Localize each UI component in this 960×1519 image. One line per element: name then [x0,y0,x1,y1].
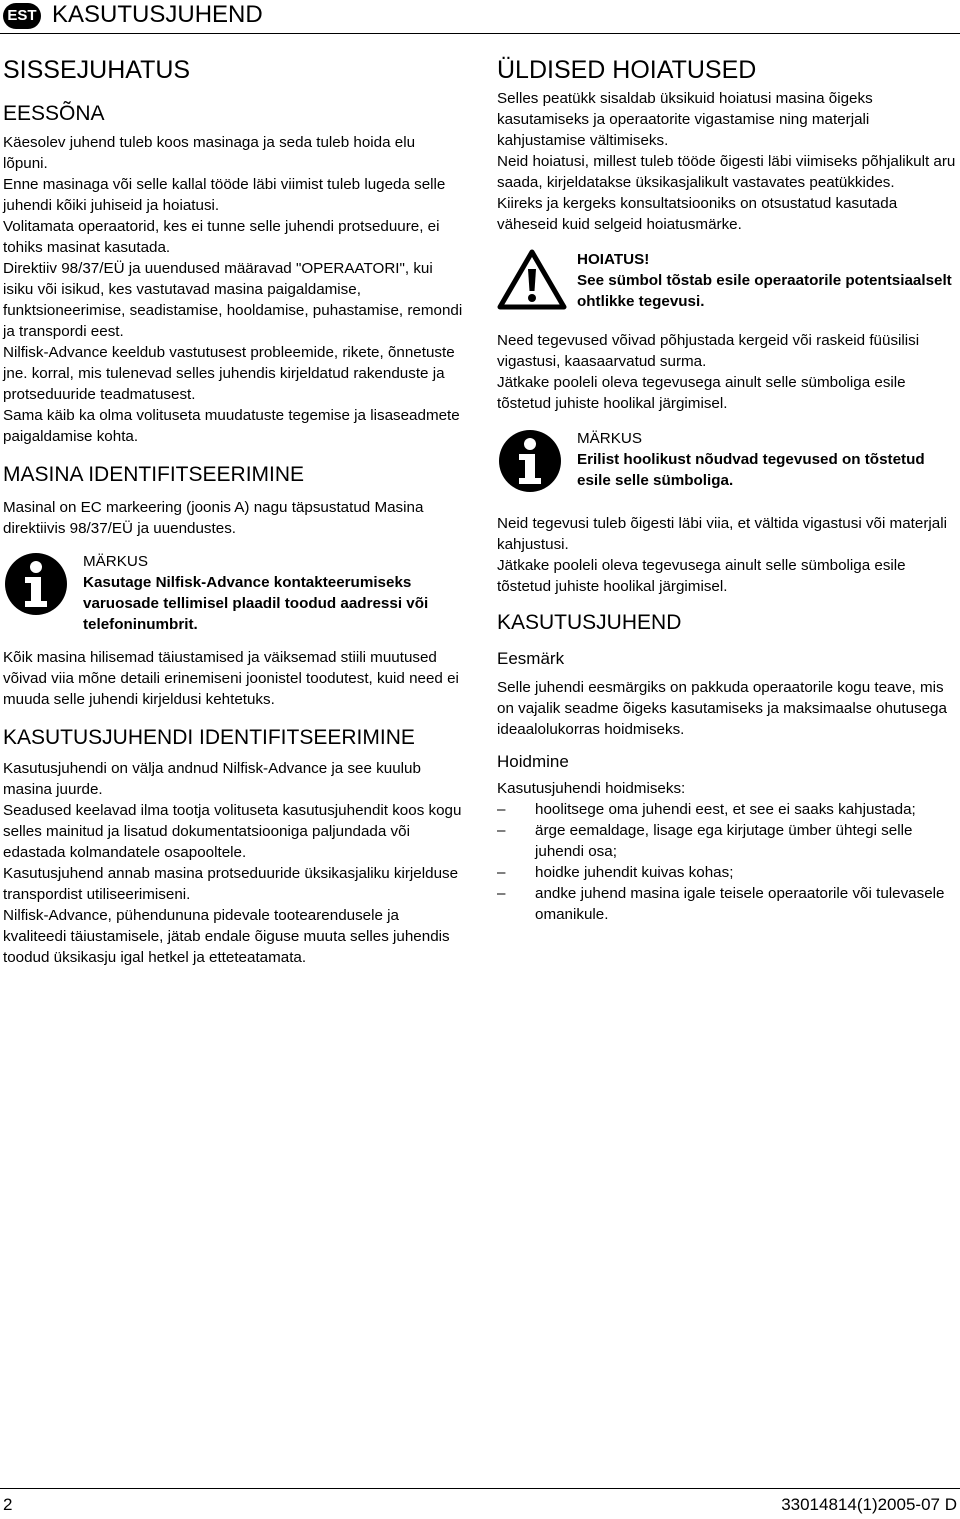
left-column [3,52,463,968]
storage-heading: Hoidmine [497,752,569,771]
changes-paragraph: Kõik masina hilisemad täiustamised ja väiksemad stiili muutused võivad viia mõne detaili erinemiseni joonistel toodutest, kuid need ei muuda selle juhendi kirjeldusi kehtetuks. [3,649,459,708]
warning-label: HOIATUS! [577,251,650,268]
note-body: Kasutage Nilfisk-Advance kontakteerumiseks varuosade tellimisel plaadil toodud aadressi või telefoninumbrit. [83,574,429,633]
warnings-paragraph: Selles peatükk sisaldab üksikuid hoiatusi masina õigeks kasutamiseks ja operaatorite vigastamise ning materjali kahjustamise vältimiseks. [497,90,873,149]
warning-text [577,249,957,312]
right-column [497,52,957,925]
list-item: – ärge eemaldage, lisage ega kirjutage ümber ühtegi selle juhendi osa; [497,822,913,860]
foreword-paragraph: Sama käib ka olma volituseta muudatuste tegemise ja lisaseadmete paigaldamise kohta. [3,407,460,445]
machine-id-text: Masinal on EC markeering (joonis A) nagu täpsustatud Masina direktiivis 98/37/EÜ ja uuendustes. [3,499,424,537]
note-text [83,551,463,635]
warnings-paragraph: Neid hoiatusi, millest tuleb tööde õigesti läbi viimiseks põhjalikult aru saada, kirjeldatakse üksikasjalikult vastavates peatükkides. [497,153,956,191]
note-box [497,428,957,499]
warning-box [497,249,957,316]
storage-intro: Kasutusjuhendi hoidmiseks: [497,780,686,797]
header-title: KASUTUSJUHEND [52,1,263,28]
warning-triangle-icon [497,249,577,316]
info-icon [497,428,577,499]
header-divider [0,33,960,34]
warnings-heading: ÜLDISED HOIATUSED [497,56,757,84]
intro-heading: SISSEJUHATUS [3,56,191,84]
after-warning-paragraph: Need tegevused võivad põhjustada kergeid või raskeid füüsilisi vigastusi, kaasaarvatud surma. [497,332,920,370]
manual-id-paragraph: Seadused keelavad ilma tootja volituseta kasutusjuhendit koos kogu selles mainitud ja lisatud dokumentatsiooniga paljundada või edastada kolmandatele osapooltele. [3,802,462,861]
purpose-text: Selle juhendi eesmärgiks on pakkuda operaatorile kogu teave, mis on vajalik seadme õigeks kasutamiseks ja maksimaalse ohutusega ideaalolukorras hoidmiseks. [497,679,947,738]
after-warning-paragraph: Jätkake pooleli oleva tegevusega ainult selle sümboliga esile tõstetud juhiste hoolikal järgimisel. [497,374,906,412]
manual-id-paragraph: Nilfisk-Advance, pühendununa pidevale tootearendusele ja kvaliteedi täiustamisele, jätab endale õiguse muuta selles juhendis toodud üksikasju igal hetkel ja etteteatamata. [3,907,450,966]
manual-id-paragraph: Kasutusjuhendi on välja andnud Nilfisk-Advance ja see kuulub masina juurde. [3,760,421,798]
footer-divider [0,1488,960,1489]
storage-list [497,799,957,925]
note-body: Erilist hoolikust nõudvad tegevused on tõstetud esile selle sümboliga. [577,451,925,489]
note-box [3,551,463,635]
list-item: – hoidke juhendit kuivas kohas; [497,864,734,881]
language-badge: EST [3,3,41,29]
purpose-heading: Eesmärk [497,649,565,668]
foreword-paragraph: Direktiiv 98/37/EÜ ja uuendused määravad "OPERAATORI", kui isiku või isikud, kes vastutavad masina paigaldamise, funktsioneerimise, seadistamise, hooldamise, puhastamise, remondi ja transpordi eest. [3,260,463,340]
note-text [577,428,957,491]
warnings-paragraph: Kiireks ja kergeks konsultatsiooniks on otsustatud kasutada väheseid kuid selgeid hoiatusmärke. [497,195,898,233]
foreword-heading: EESSÕNA [3,102,105,125]
document-code: 33014814(1)2005-07 D [781,1495,957,1514]
info-icon [3,551,83,622]
foreword-paragraph: Enne masinaga või selle kallal tööde läbi viimist tuleb lugeda selle juhendi kõiki juhiseid ja hoiatusi. [3,176,446,214]
manual-id-heading: KASUTUSJUHENDI IDENTIFITSEERIMINE [3,726,415,749]
note-label: MÄRKUS [83,553,148,570]
foreword-paragraph: Käesolev juhend tuleb koos masinaga ja seda tuleb hoida elu lõpuni. [3,134,416,172]
list-item: – andke juhend masina igale teisele operaatorile või tulevasele omanikule. [497,885,945,923]
machine-id-heading: MASINA IDENTIFITSEERIMINE [3,463,305,486]
note-label: MÄRKUS [577,430,642,447]
manual-heading: KASUTUSJUHEND [497,611,682,634]
foreword-paragraph: Volitamata operaatorid, kes ei tunne selle juhendi protseduure, ei tohiks masinat kasutada. [3,218,440,256]
page-number: 2 [3,1495,13,1514]
after-note-paragraph: Neid tegevusi tuleb õigesti läbi viia, et vältida vigastusi või materjali kahjustusi. [497,515,947,553]
page-header [0,0,960,36]
after-note-paragraph: Jätkake pooleli oleva tegevusega ainult selle sümboliga esile tõstetud juhiste hoolikal järgimisel. [497,557,906,595]
warning-body: See sümbol tõstab esile operaatorile potentsiaalselt ohtlikke tegevusi. [577,272,952,310]
list-item: – hoolitsege oma juhendi eest, et see ei saaks kahjustada; [497,801,916,818]
foreword-paragraph: Nilfisk-Advance keeldub vastutusest probleemide, rikete, õnnetuste jne. korral, mis tulenevad selles juhendis kirjeldatud rakenduste ja protseduuride teadmatusest. [3,344,455,403]
manual-id-paragraph: Kasutusjuhend annab masina protseduuride üksikasjaliku kirjelduse transpordist utiliseerimiseni. [3,865,459,903]
